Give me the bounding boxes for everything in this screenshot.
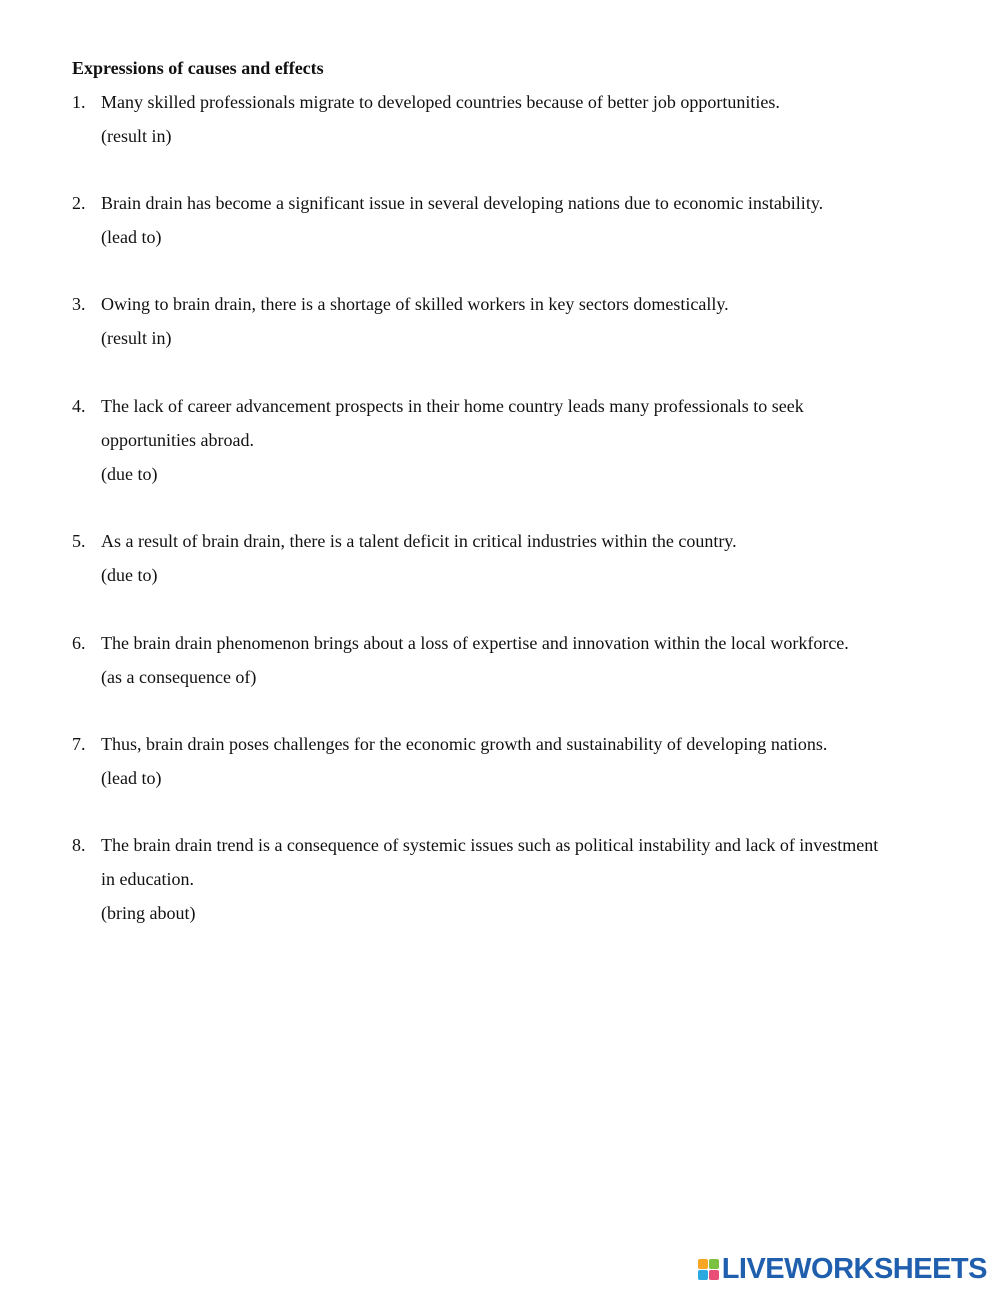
logo-mark-square-l xyxy=(698,1259,708,1269)
exercise-number: 1. xyxy=(72,92,86,112)
exercise-hint: (as a consequence of) xyxy=(101,667,257,687)
exercise-number: 3. xyxy=(72,294,86,314)
logo-mark-icon xyxy=(698,1259,719,1280)
exercise-hint: (lead to) xyxy=(101,227,162,247)
exercise-hint: (result in) xyxy=(101,328,172,348)
exercise-sentence: Brain drain has become a significant issue in several developing nations due to economic instability. xyxy=(101,193,824,213)
exercise-hint: (lead to) xyxy=(101,768,162,788)
exercise-sentence: Many skilled professionals migrate to developed countries because of better job opportunities. xyxy=(101,92,780,112)
exercise-sentence: The lack of career advancement prospects in their home country leads many professionals to seek opportunities abroad. xyxy=(101,396,804,450)
exercise-number: 4. xyxy=(72,396,86,416)
exercise-hint: (bring about) xyxy=(101,903,196,923)
exercise-sentence: The brain drain trend is a consequence of systemic issues such as political instability and lack of investment in education. xyxy=(101,835,879,889)
logo-mark-square-v xyxy=(698,1270,708,1280)
logo-text: LIVEWORKSHEETS xyxy=(721,1253,987,1285)
exercise-number: 7. xyxy=(72,734,86,754)
logo-mark-square-e xyxy=(709,1270,719,1280)
exercise-item-1 xyxy=(72,85,932,153)
exercise-number: 2. xyxy=(72,193,86,213)
exercise-hint: (due to) xyxy=(101,565,158,585)
exercise-item-5 xyxy=(72,524,932,592)
exercise-item-6 xyxy=(72,626,932,694)
exercise-sentence: Thus, brain drain poses challenges for the economic growth and sustainability of developing nations. xyxy=(101,734,828,754)
exercise-sentence: Owing to brain drain, there is a shortage of skilled workers in key sectors domestically. xyxy=(101,294,729,314)
exercise-item-2 xyxy=(72,186,932,254)
page-title: Expressions of causes and effects xyxy=(72,58,324,78)
exercise-number: 5. xyxy=(72,531,86,551)
exercise-sentence: As a result of brain drain, there is a talent deficit in critical industries within the country. xyxy=(101,531,737,551)
exercise-number: 8. xyxy=(72,835,86,855)
liveworksheets-logo xyxy=(698,1255,987,1283)
exercise-number: 6. xyxy=(72,633,86,653)
logo-mark-square-i xyxy=(709,1259,719,1269)
exercise-hint: (result in) xyxy=(101,126,172,146)
exercise-item-3 xyxy=(72,287,932,355)
exercise-hint: (due to) xyxy=(101,464,158,484)
exercise-sentence: The brain drain phenomenon brings about a loss of expertise and innovation within the local workforce. xyxy=(101,633,849,653)
exercise-item-4 xyxy=(72,389,932,491)
exercise-item-7 xyxy=(72,727,932,795)
exercise-item-8 xyxy=(72,828,932,930)
